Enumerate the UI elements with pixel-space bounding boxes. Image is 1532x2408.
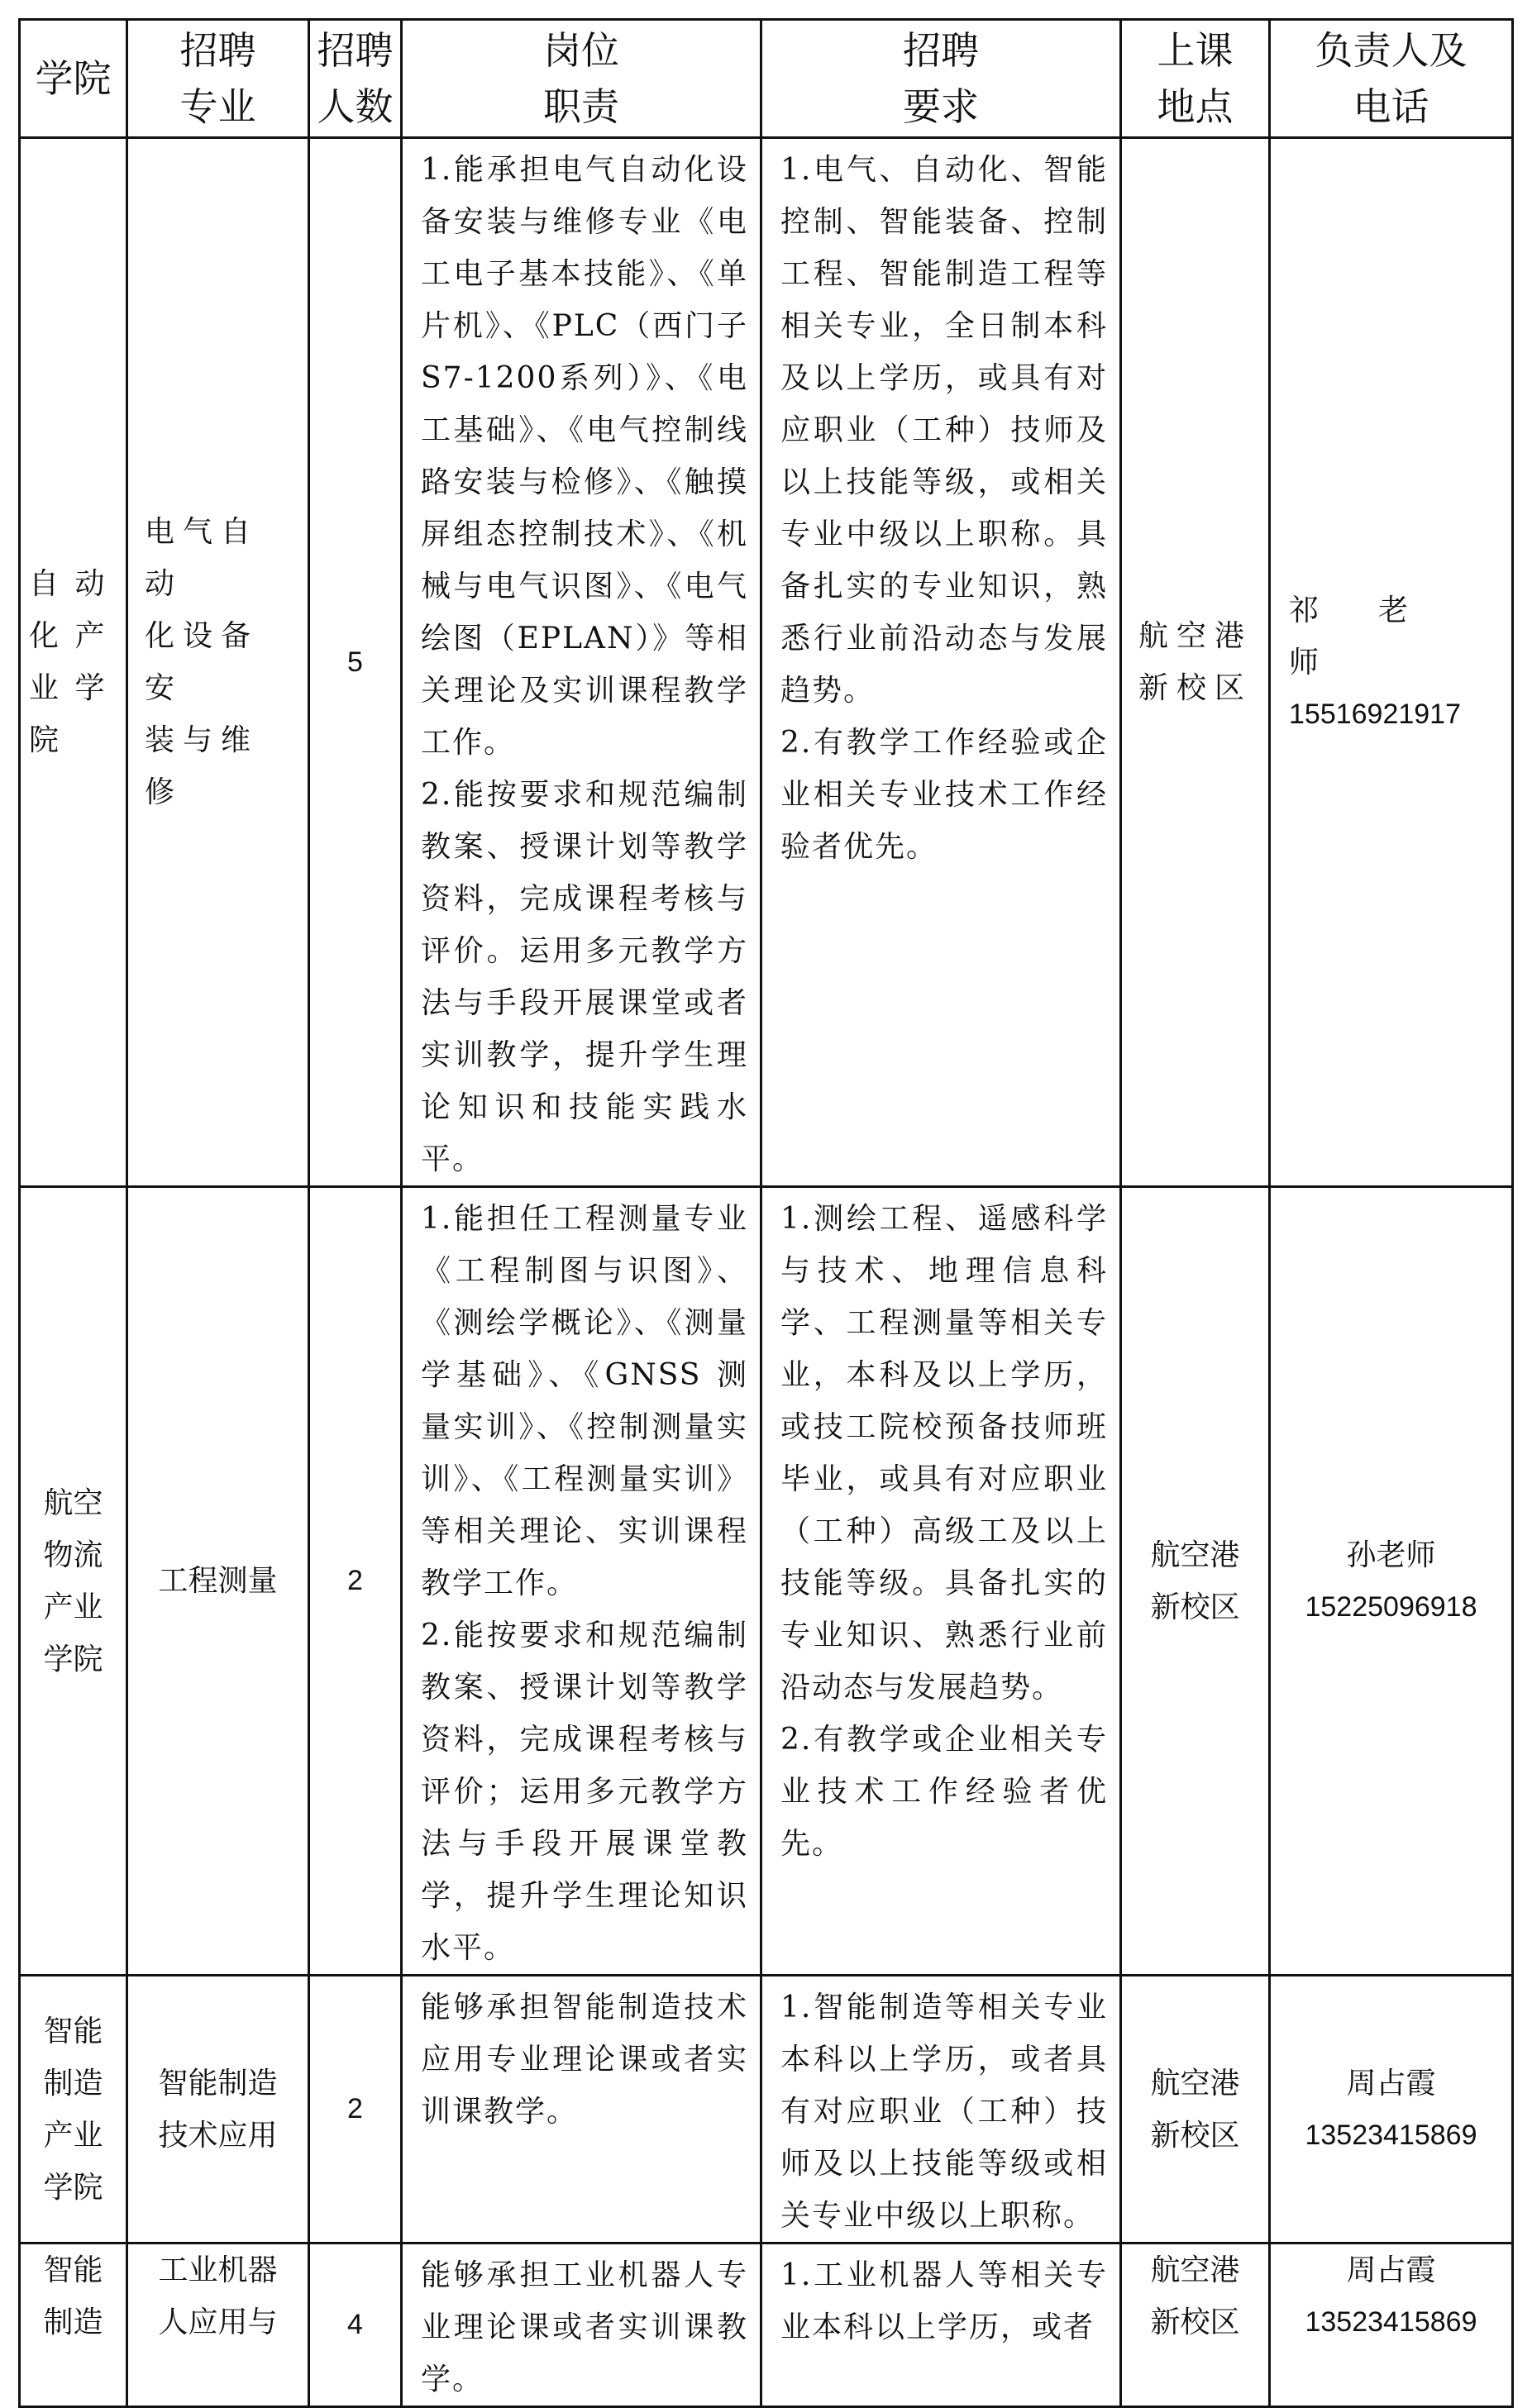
cell-duty [402,1976,761,2243]
cell-major: 工业机器 人应用与 [127,2243,309,2407]
contact-name: 周占霞 [1346,2253,1436,2287]
cell-location: 航空港 新校区 [1121,1976,1270,2243]
cell-college: 智能 制造 [20,2243,127,2407]
cell-duty [402,138,761,1187]
header-major: 招聘 专业 [127,20,309,138]
cell-college: 航空 物流 产业 学院 [20,1187,127,1976]
duty-paragraph: 1.能担任工程测量专业《工程制图与识图》、《测绘学概论》、《测量学基础》、《GNSS 测量实训》、《控制测量实训》、《工程测量实训》等相关理论、实训课程教学工作。 [421,1202,748,1600]
contact-name: 周占霞 [1346,2066,1436,2100]
table-row [20,2243,1513,2407]
recruitment-table [18,18,1514,2408]
cell-contact [1270,138,1513,1187]
cell-requirement [761,1187,1121,1976]
cell-contact [1270,2243,1513,2407]
header-duty: 岗位 职责 [402,20,761,138]
cell-count: 5 [309,138,402,1187]
cell-requirement [761,1976,1121,2243]
requirement-paragraph: 1.电气、自动化、智能控制、智能装备、控制工程、智能制造工程等相关专业，全日制本科及以上学历，或具有对应职业（工种）技师及以上技能等级，或相关专业中级以上职称。具备扎实的专业知识，熟悉行业前沿动态与发展趋势。 [780,153,1108,708]
cell-contact [1270,1187,1513,1976]
contact-phone: 15225096918 [1305,1590,1477,1623]
cell-duty [402,2243,761,2407]
table-row [20,1187,1513,1976]
cell-college: 自 动 化 产 业 学 院 [20,138,127,1187]
table-row [20,138,1513,1187]
cell-contact [1270,1976,1513,2243]
requirement-paragraph: 1.测绘工程、遥感科学与技术、地理信息科学、工程测量等相关专业，本科及以上学历，或技工院校预备技师班毕业，或具有对应职业（工种）高级工及以上技能等级。具备扎实的专业知识、熟悉行业前沿动态与发展趋势。 [780,1202,1108,1705]
cell-count: 4 [309,2243,402,2407]
contact-phone: 13523415869 [1305,2306,1477,2338]
duty-paragraph: 能够承担智能制造技术应用专业理论课或者实训课教学。 [421,1991,748,2129]
table-row [20,1976,1513,2243]
header-college: 学院 [20,20,127,138]
requirement-paragraph: 1.智能制造等相关专业本科以上学历，或者具有对应职业（工种）技师及以上技能等级或相关专业中级以上职称。 [780,1991,1108,2233]
contact-name: 祁老师 [1289,593,1468,679]
header-row [20,20,1513,138]
requirement-paragraph: 1.工业机器人等相关专业本科以上学历，或者 [780,2258,1108,2344]
cell-location: 航空港 新校区 [1121,138,1270,1187]
header-location: 上课 地点 [1121,20,1270,138]
cell-requirement [761,138,1121,1187]
cell-count: 2 [309,1187,402,1976]
header-count: 招聘 人数 [309,20,402,138]
cell-location: 航空港 新校区 [1121,1187,1270,1976]
cell-count: 2 [309,1976,402,2243]
cell-requirement [761,2243,1121,2407]
requirement-paragraph: 2.有教学或企业相关专业技术工作经验者优先。 [780,1723,1108,1861]
duty-paragraph: 2.能按要求和规范编制教案、授课计划等教学资料，完成课程考核与评价。运用多元教学方法与手段开展课堂或者实训教学，提升学生理论知识和技能实践水平。 [421,778,748,1176]
header-contact: 负责人及 电话 [1270,20,1513,138]
duty-paragraph: 能够承担工业机器人专业理论课或者实训课教学。 [421,2258,748,2396]
cell-college: 智能 制造 产业 学院 [20,1976,127,2243]
contact-phone: 15516921917 [1289,698,1462,730]
requirement-paragraph: 2.有教学工作经验或企业相关专业技术工作经验者优先。 [780,726,1108,864]
contact-name: 孙老师 [1346,1538,1436,1572]
cell-major: 智能制造 技术应用 [127,1976,309,2243]
cell-major: 工程测量 [127,1187,309,1976]
cell-location: 航空港 新校区 [1121,2243,1270,2407]
contact-phone: 13523415869 [1305,2119,1477,2151]
duty-paragraph: 1.能承担电气自动化设备安装与维修专业《电工电子基本技能》、《单片机》、《PLC（西门子 S7-1200系列）》、《电工基础》、《电气控制线路安装与检修》、《触摸屏组态控制技术》、《机械与电气识图》、《电气绘图（EPLAN）》等相关理论及实训课程教学工作。 [421,153,748,760]
duty-paragraph: 2.能按要求和规范编制教案、授课计划等教学资料，完成课程考核与评价；运用多元教学方法与手段开展课堂教学，提升学生理论知识水平。 [421,1619,748,1965]
cell-duty [402,1187,761,1976]
header-requirement: 招聘 要求 [761,20,1121,138]
cell-major: 电气自动 化设备安 装与维修 [127,138,309,1187]
